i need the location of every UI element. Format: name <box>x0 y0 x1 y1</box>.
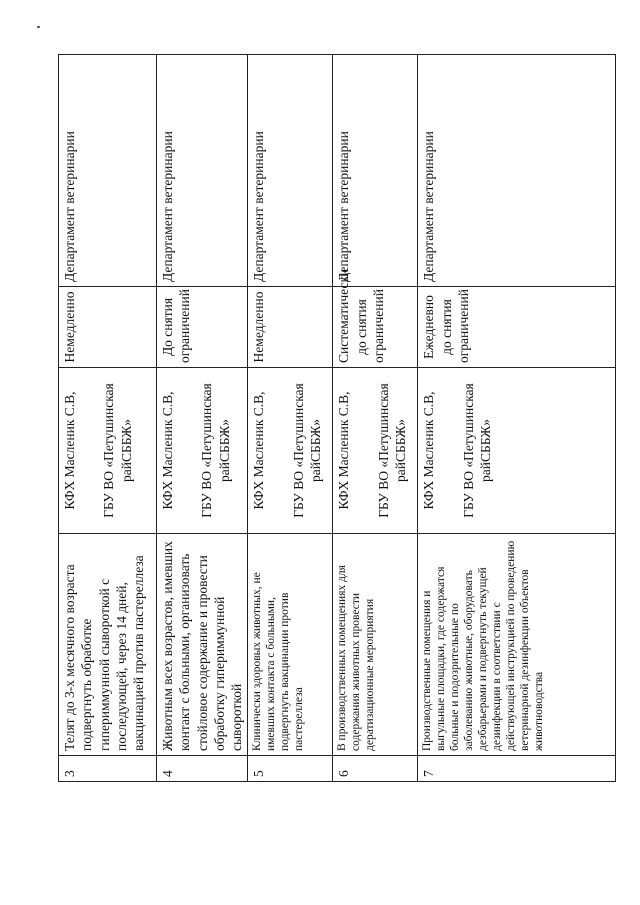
term-text: Немедленно <box>59 287 157 368</box>
term-text: До снятия ограничений <box>157 287 248 368</box>
rotated-table-frame <box>58 55 590 782</box>
responsible-station: ГБУ ВО «Петушинская райСББЖ» <box>375 383 408 518</box>
measures-table <box>58 54 616 782</box>
row-number: 5 <box>248 756 333 782</box>
scan-speck <box>37 26 40 28</box>
table-row <box>59 55 157 782</box>
term-text: Ежедневно до снятия ограничений <box>418 287 616 368</box>
row-number: 6 <box>333 756 418 782</box>
responsible-farm: КФХ Масленик С.В, <box>421 391 437 510</box>
department-text: Департамент ветеринарии <box>333 55 418 287</box>
term-text: Немедленно <box>248 287 333 368</box>
term-text: Систематически до снятия ограничений <box>333 287 418 368</box>
responsible-cell <box>248 368 333 534</box>
responsible-station: ГБУ ВО «Петушинская райСББЖ» <box>290 383 323 518</box>
responsible-farm: КФХ Масленик С.В, <box>251 391 267 510</box>
responsible-station: ГБУ ВО «Петушинская райСББЖ» <box>460 383 493 518</box>
table-row <box>333 55 418 782</box>
responsible-cell <box>59 368 157 534</box>
department-text: Департамент ветеринарии <box>59 55 157 287</box>
department-text: Департамент ветеринарии <box>157 55 248 287</box>
table-row <box>418 55 616 782</box>
responsible-cell <box>157 368 248 534</box>
department-text: Департамент ветеринарии <box>418 55 616 287</box>
department-text: Департамент ветеринарии <box>248 55 333 287</box>
responsible-cell <box>333 368 418 534</box>
row-number: 4 <box>157 756 248 782</box>
responsible-cell <box>418 368 616 534</box>
table-row <box>248 55 333 782</box>
responsible-farm: КФХ Масленик С.В, <box>62 391 77 510</box>
measure-text: Производственные помещения и выгульные площадки, где содержатся больные и подозрительные по заболеванию животные, оборудовать дезбарьерами и подвергнуть текущей дезинфекции в соответствии с действующей инструкцией по проведению ветеринарной дезинфекции объектов животноводства <box>418 534 616 756</box>
row-number: 3 <box>59 756 157 782</box>
measure-text: Животным всех возрастов, имевших контакт с больными, организовать стойловое содержание и провести обработку гипериммунной сывороткой <box>157 534 248 756</box>
responsible-farm: КФХ Масленик С.В, <box>160 391 175 510</box>
table-row <box>157 55 248 782</box>
measure-text: Клинически здоровых животных, не имевших контакта с больными, подвергнуть вакцинации против пастереллеза <box>248 534 333 756</box>
responsible-station: ГБУ ВО «Петушинская райСББЖ» <box>101 383 134 518</box>
row-number: 7 <box>418 756 616 782</box>
measure-text: В производственных помещениях для содержания животных провести дератизационные мероприятия <box>333 534 418 756</box>
measure-text: Телят до 3-х месячного возраста подвергнуть обработке гипериммунной сывороткой с последующей, через 14 дней, вакцинацией против пастереллеза <box>59 534 157 756</box>
responsible-station: ГБУ ВО «Петушинская райСББЖ» <box>199 383 232 518</box>
responsible-farm: КФХ Масленик С.В, <box>336 391 352 510</box>
